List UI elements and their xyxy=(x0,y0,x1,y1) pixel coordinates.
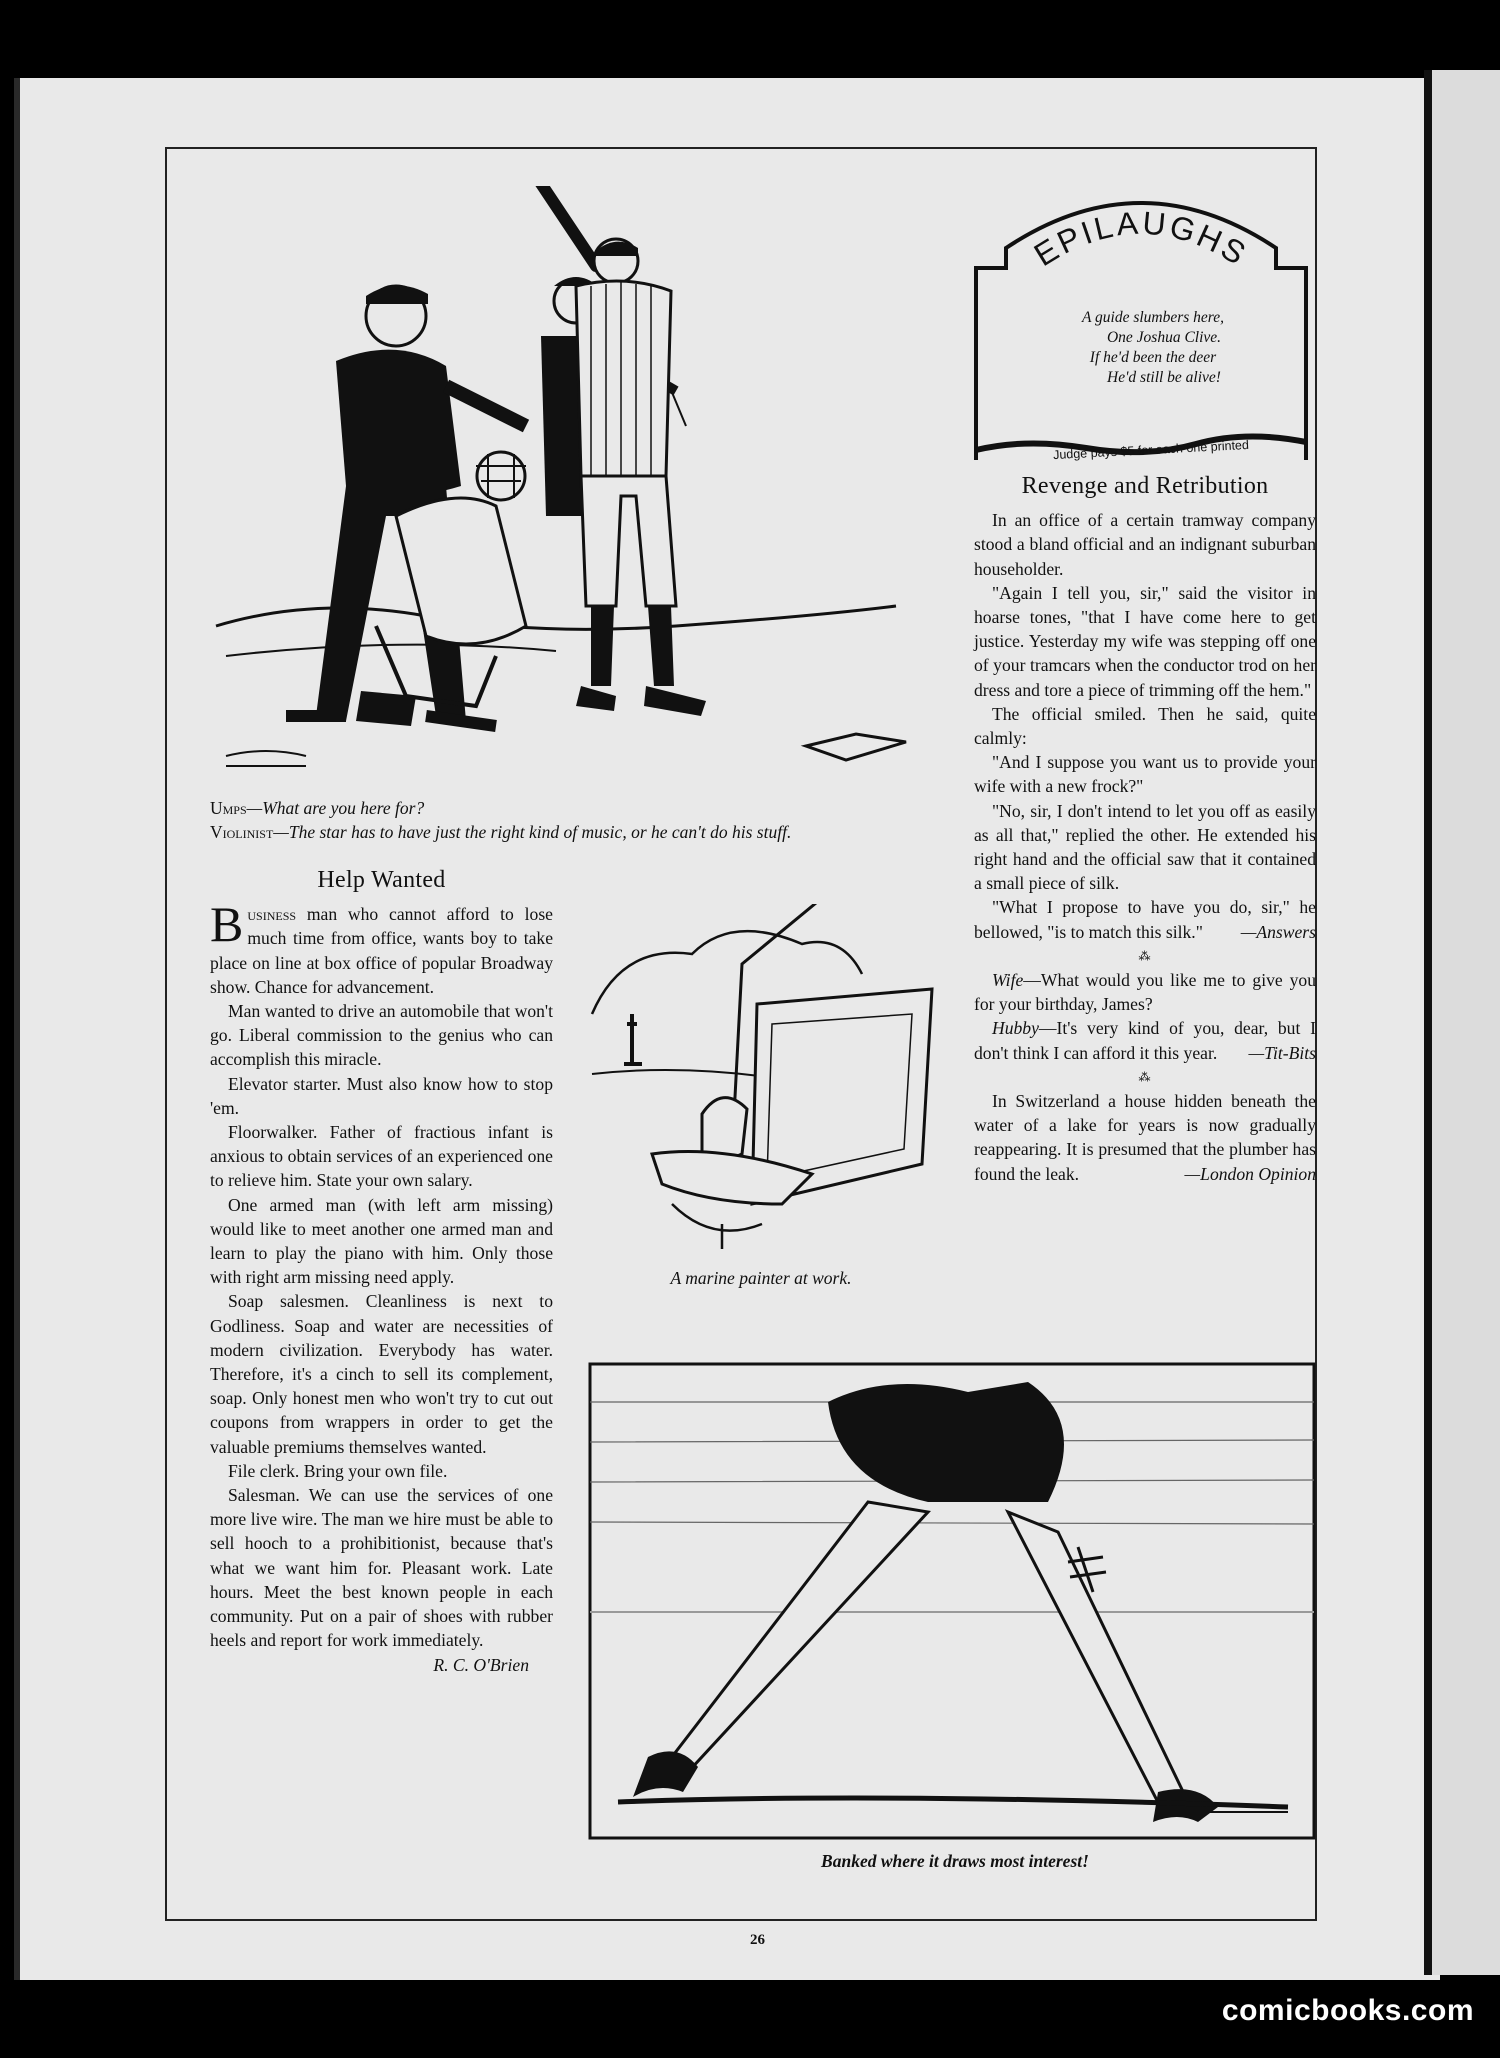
first-word-rest: usiness xyxy=(247,904,297,925)
marine-painter-caption: A marine painter at work. xyxy=(670,1268,852,1288)
switzerland-text: In Switzerland a house hidden beneath the water of a lake for years is now gradually reappearing. It is presumed that the plumber has found the leak. xyxy=(974,1091,1316,1184)
help-wanted-title: Help Wanted xyxy=(317,867,446,893)
dialogue-violinist: —The star has to have just the right kind of music, or he can't do his stuff. xyxy=(273,822,792,842)
revenge-column xyxy=(974,474,1316,1186)
help-wanted-paragraph: Floorwalker. Father of fractious infant is anxious to obtain services of an experienced one to relieve him. State your own salary. xyxy=(210,1122,553,1191)
banked-legs-illustration xyxy=(588,1362,1316,1840)
verse-line-4: He'd still be alive! xyxy=(1107,369,1221,386)
site-watermark: comicbooks.com xyxy=(1221,1994,1474,2027)
help-wanted-first-paragraph xyxy=(210,896,553,999)
artist-signature xyxy=(226,751,306,766)
help-wanted-paragraph: File clerk. Bring your own file. xyxy=(228,1460,448,1481)
switzerland-paragraph xyxy=(974,1089,1316,1186)
verse-line-3: If he'd been the deer xyxy=(1089,349,1217,366)
speaker-violinist: Violinist xyxy=(210,822,274,842)
help-wanted-paragraph: Salesman. We can use the services of one more live wire. The man we hire must be able to sell hooch to a prohibitionist, because that's what we want him for. Pleasant work. Late hours. Meet the best known people in each community. Put on a pair of shoes with rubber heels and report for work immediately. xyxy=(210,1485,553,1651)
speaker-umps: Umps xyxy=(210,798,247,818)
revenge-paragraph: The official smiled. Then he said, quite calmly: xyxy=(974,703,1316,749)
verse-line-1: A guide slumbers here, xyxy=(1081,309,1225,326)
revenge-last-text: "What I propose to have you do, sir," he bellowed, "is to match this silk." xyxy=(974,897,1316,942)
caption-line-umps xyxy=(210,796,940,820)
london-opinion-credit: —London Opinion xyxy=(1184,1163,1316,1184)
revenge-paragraph: "And I suppose you want us to provide your wife with a new frock?" xyxy=(974,752,1316,797)
help-wanted-paragraph: One armed man (with left arm missing) would like to meet another one armed man and learn to play the piano with him. Only those with right arm missing need apply. xyxy=(210,1194,553,1288)
hubby-label: Hubby xyxy=(992,1018,1039,1039)
marine-painter-illustration xyxy=(582,904,942,1256)
dropcap-letter: B xyxy=(210,896,244,953)
dialogue-umps: —What are you here for? xyxy=(246,798,425,818)
baseball-cartoon-illustration xyxy=(196,186,936,776)
home-plate xyxy=(806,734,906,760)
section-separator: ⁂ xyxy=(1138,1069,1152,1084)
revenge-paragraph: "Again I tell you, sir," said the visitor in hoarse tones, "that I have come here to get justice. Yesterday my wife was stepping off one of your tramcars when the conductor trod on her dress and tore a piece of trimming off the hem." xyxy=(974,582,1316,700)
revenge-paragraph: In an office of a certain tramway company stood a bland official and an indignant suburban householder. xyxy=(974,510,1316,579)
epilaughs-verse xyxy=(1018,308,1288,388)
hubby-text: —It's very kind of you, dear, but I don't think I can afford it this year. xyxy=(974,1018,1316,1063)
hubby-line xyxy=(974,1016,1316,1064)
wife-label: Wife xyxy=(992,970,1024,991)
help-wanted-paragraph: Soap salesmen. Cleanliness is next to Godliness. Soap and water are necessities of modern civilization. Everybody has water. Therefore, it's a cinch to sell its complement, soap. Only honest men who won't try to cut out coupons from wrappers in order to get the valuable premiums themselves wanted. xyxy=(210,1291,553,1457)
verse-line-2: One Joshua Clive. xyxy=(1106,329,1222,346)
epilaughs-heading: EPILAUGHS xyxy=(1027,204,1255,274)
answers-credit: —Answers xyxy=(1240,921,1316,942)
help-wanted-paragraph: Elevator starter. Must also know how to stop 'em. xyxy=(210,1073,553,1118)
revenge-paragraph: "No, sir, I don't intend to let you off as easily as all that," replied the other. He extended his right hand and the official saw that it contained a small piece of silk. xyxy=(974,800,1316,894)
revenge-last-paragraph xyxy=(974,895,1316,943)
banked-legs-caption: Banked where it draws most interest! xyxy=(821,1851,1089,1871)
wife-text: —What would you like me to give you for your birthday, James? xyxy=(974,970,1316,1015)
section-separator: ⁂ xyxy=(1138,948,1152,963)
help-wanted-paragraph: Man wanted to drive an automobile that won't go. Liberal commission to the genius who can accomplish this miracle. xyxy=(210,1001,553,1070)
help-wanted-author: R. C. O'Brien xyxy=(433,1654,529,1675)
baseball-cartoon-caption xyxy=(210,796,940,844)
help-wanted-column xyxy=(210,868,553,1677)
revenge-title: Revenge and Retribution xyxy=(1021,473,1269,499)
page-number: 26 xyxy=(750,1932,765,1948)
facing-page-edge xyxy=(1424,70,1500,1975)
epilaughs-footer: Judge pays $5 for each one printed xyxy=(1052,437,1250,463)
svg-text:EPILAUGHS xyxy=(1028,205,1254,274)
tit-bits-credit: —Tit-Bits xyxy=(1248,1042,1316,1063)
caption-line-violinist xyxy=(210,820,940,844)
wife-line xyxy=(974,968,1316,1016)
first-paragraph-text: man who cannot afford to lose much time from office, wants boy to take place on line at box office of popular Broadway show. Chance for advancement. xyxy=(210,904,553,997)
